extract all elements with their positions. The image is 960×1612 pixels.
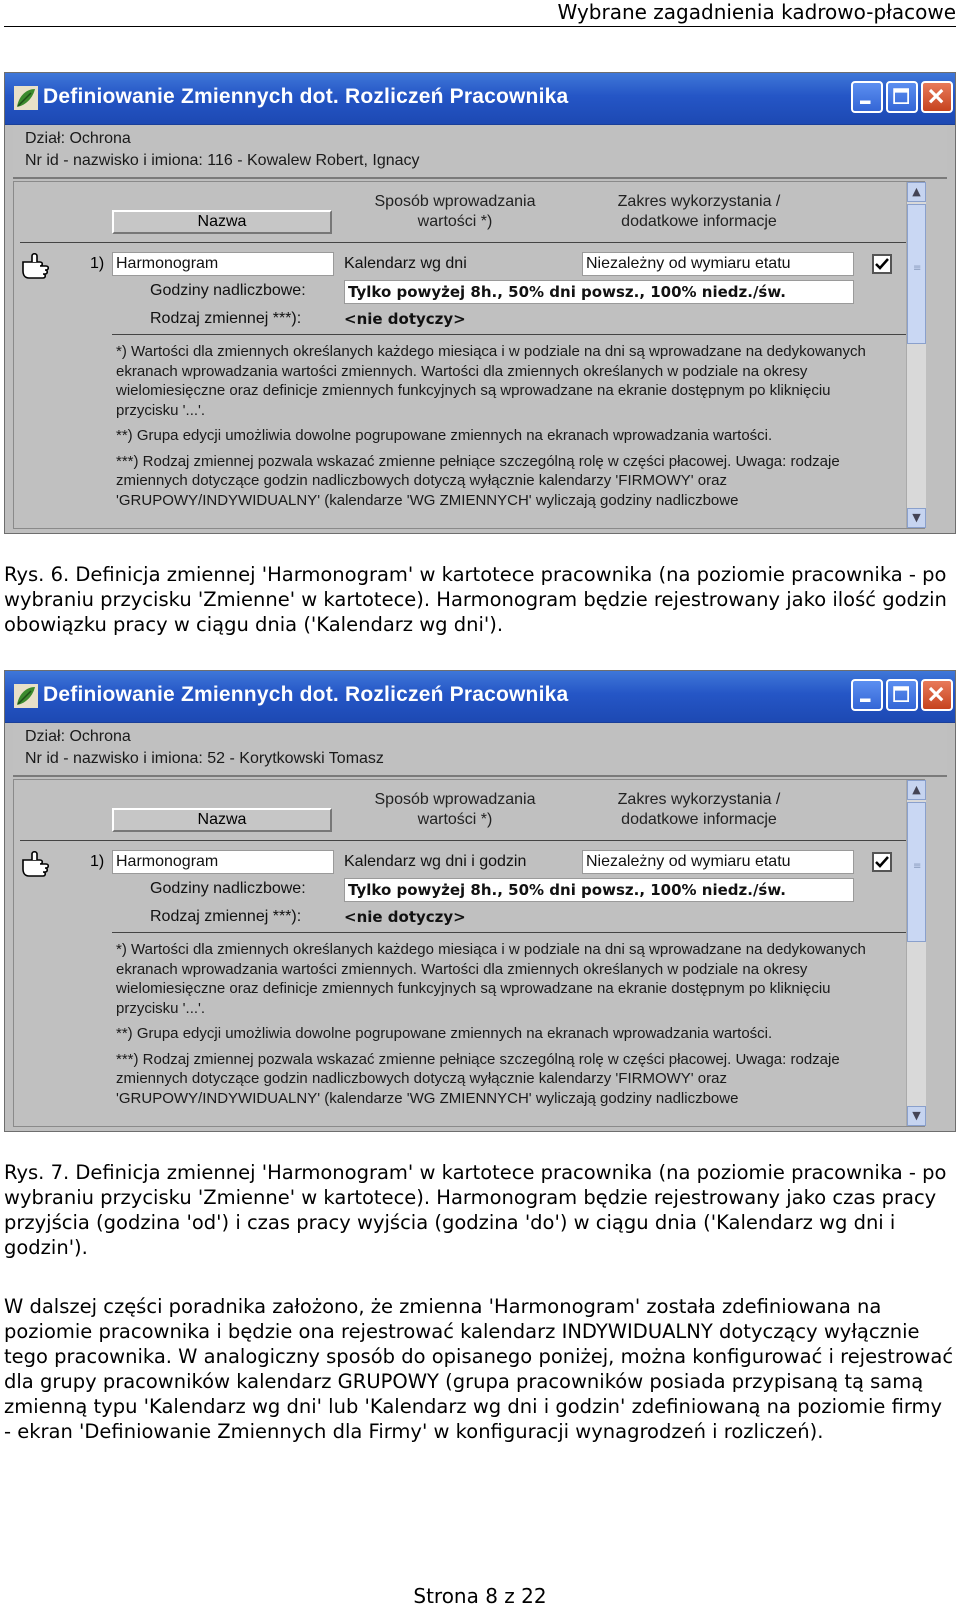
row-number: 1) bbox=[90, 853, 105, 870]
close-button[interactable] bbox=[921, 81, 953, 113]
leaf-app-icon bbox=[13, 85, 39, 111]
scroll-thumb[interactable] bbox=[907, 204, 926, 344]
overtime-label: Godziny nadliczbowe: bbox=[150, 880, 306, 897]
column-header-entry-mode: Sposób wprowadzania wartości *) bbox=[374, 791, 536, 828]
footnote-variable-kind: ***) Rodzaj zmiennej pozwala wskazać zmienne pełniące szczególną rolę w części płacowej. Uwaga: rodzaje zmiennych dotyczące godzin nadliczbowych dotyczą wyłącznie kalendarzy 'FIRMOWY' oraz 'GRUPOWY/INDYWIDUALNY' (kalendarze 'WG ZMIENNYCH' wyliczają godziny nadliczbowe bbox=[116, 1050, 840, 1107]
row-divider bbox=[112, 932, 918, 933]
scroll-down-button[interactable] bbox=[907, 1106, 926, 1126]
footnote-entry-mode: *) Wartości dla zmiennych określanych każdego miesiąca i w podziale na dni są wprowadzane na dedykowanych ekranach wprowadzania wartości zmiennych. Wartości dla zmiennych określanych w podziale na okresy wielomiesięczne oraz definicje zmiennych funkcyjnych są wprowadzane na ekranie dostępnym po kliknięciu przycisku '...'. bbox=[116, 343, 866, 419]
figure-6-caption: Rys. 6. Definicja zmiennej 'Harmonogram' w kartotece pracownika (na poziomie pracownika - po wybraniu przycisku 'Zmienne' w kartotece). Harmonogram będzie rejestrowany jako ilość godzin obowiązku pracy w ciągu dnia ('Kalendarz wg dni'). bbox=[4, 563, 947, 636]
maximize-button[interactable] bbox=[886, 81, 918, 113]
variables-form bbox=[13, 181, 925, 529]
scroll-up-button[interactable] bbox=[907, 182, 926, 202]
maximize-icon bbox=[888, 83, 916, 111]
checkmark-icon bbox=[874, 854, 890, 870]
scope-field[interactable]: Niezależny od wymiaru etatu bbox=[582, 850, 854, 874]
minimize-button[interactable] bbox=[851, 679, 883, 711]
body-paragraph: W dalszej części poradnika założono, że zmienna 'Harmonogram' została zdefiniowana na poziomie pracownika i będzie ona rejestrować kalendarz INDYWIDUALNY dotyczący wyłącznie tego pracownika. W analogiczny sposób do opisanego poniżej, można konfigurować i rejestrować dla grupy pracowników kalendarz GRUPOWY (grupa pracowników posiada przypisaną tą samą zmienną typu 'Kalendarz wg dni' lub 'Kalendarz wg dni i godzin' zdefiniowaną na poziomie firmy - ekran 'Definiowanie Zmiennych dla Firmy' w konfiguracji wynagrodzeń i rozliczeń). bbox=[4, 1295, 954, 1443]
maximize-icon bbox=[888, 681, 916, 709]
employee-info-panel bbox=[13, 723, 947, 777]
employee-info-panel bbox=[13, 125, 947, 179]
column-header-scope: Zakres wykorzystania / dodatkowe informacje bbox=[617, 791, 781, 828]
active-checkbox[interactable] bbox=[872, 254, 892, 274]
grip-icon: ≡ bbox=[913, 263, 922, 274]
title-bar[interactable] bbox=[5, 671, 955, 723]
header-divider bbox=[20, 840, 920, 841]
close-button[interactable] bbox=[921, 679, 953, 711]
variable-kind-value[interactable]: <nie dotyczy> bbox=[344, 908, 466, 926]
variable-kind-label: Rodzaj zmiennej ***): bbox=[150, 310, 302, 327]
minimize-icon bbox=[853, 681, 881, 709]
scroll-thumb[interactable] bbox=[907, 802, 926, 942]
close-icon bbox=[923, 681, 951, 709]
variable-name-field[interactable]: Harmonogram bbox=[112, 850, 334, 874]
header-divider bbox=[20, 242, 920, 243]
footnote-entry-mode: *) Wartości dla zmiennych określanych każdego miesiąca i w podziale na dni są wprowadzane na dedykowanych ekranach wprowadzania wartości zmiennych. Wartości dla zmiennych określanych w podziale na okresy wielomiesięczne oraz definicje zmiennych funkcyjnych są wprowadzane na ekranie dostępnym po kliknięciu przycisku '...'. bbox=[116, 941, 866, 1017]
scope-field[interactable]: Niezależny od wymiaru etatu bbox=[582, 252, 854, 276]
overtime-select[interactable]: Tylko powyżej 8h., 50% dni powsz., 100% niedz./św. bbox=[344, 280, 854, 304]
window-title: Definiowanie Zmiennych dot. Rozliczeń Pracownika bbox=[43, 85, 569, 108]
scroll-down-button[interactable] bbox=[907, 508, 926, 528]
variable-kind-label: Rodzaj zmiennej ***): bbox=[150, 908, 302, 925]
maximize-button[interactable] bbox=[886, 679, 918, 711]
running-header: Wybrane zagadnienia kadrowo-płacowe bbox=[557, 0, 956, 24]
minimize-icon bbox=[853, 83, 881, 111]
overtime-select[interactable]: Tylko powyżej 8h., 50% dni powsz., 100% niedz./św. bbox=[344, 878, 854, 902]
chevron-up-icon: ▲ bbox=[912, 783, 921, 796]
footnote-variable-kind: ***) Rodzaj zmiennej pozwala wskazać zmienne pełniące szczególną rolę w części płacowej. Uwaga: rodzaje zmiennych dotyczące godzin nadliczbowych dotyczą wyłącznie kalendarzy 'FIRMOWY' oraz 'GRUPOWY/INDYWIDUALNY' (kalendarze 'WG ZMIENNYCH' wyliczają godziny nadliczbowe bbox=[116, 452, 840, 509]
chevron-up-icon: ▲ bbox=[912, 185, 921, 198]
checkmark-icon bbox=[874, 256, 890, 272]
footnote-edit-group: **) Grupa edycji umożliwia dowolne pogrupowane zmiennych na ekranach wprowadzania wartości. bbox=[116, 427, 773, 444]
active-checkbox[interactable] bbox=[872, 852, 892, 872]
window-title: Definiowanie Zmiennych dot. Rozliczeń Pracownika bbox=[43, 683, 569, 706]
chevron-down-icon: ▼ bbox=[912, 511, 921, 524]
dialog-window-1 bbox=[4, 72, 956, 534]
employee-line: Nr id - nazwisko i imiona: 116 - Kowalew Robert, Ignacy bbox=[25, 152, 420, 169]
entry-mode-value[interactable]: Kalendarz wg dni bbox=[344, 255, 467, 272]
column-header-name[interactable]: Nazwa bbox=[112, 210, 332, 234]
column-header-name[interactable]: Nazwa bbox=[112, 808, 332, 832]
header-rule bbox=[4, 26, 956, 27]
employee-line: Nr id - nazwisko i imiona: 52 - Korytkowski Tomasz bbox=[25, 750, 384, 767]
vertical-scrollbar[interactable] bbox=[906, 780, 926, 1126]
overtime-label: Godziny nadliczbowe: bbox=[150, 282, 306, 299]
close-icon bbox=[923, 83, 951, 111]
pointing-hand-icon bbox=[20, 248, 56, 284]
variable-kind-value[interactable]: <nie dotyczy> bbox=[344, 310, 466, 328]
figure-7-caption: Rys. 7. Definicja zmiennej 'Harmonogram' w kartotece pracownika (na poziomie pracownika - po wybraniu przycisku 'Zmienne' w kartotece). Harmonogram będzie rejestrowany jako czas pracy przyjścia (godzina 'od') i czas pracy wyjścia (godzina 'do') w ciągu dnia ('Kalendarz wg dni i godzin'). bbox=[4, 1161, 947, 1259]
pointing-hand-icon bbox=[20, 846, 56, 882]
variables-form bbox=[13, 779, 925, 1127]
footnotes bbox=[116, 940, 876, 1114]
department-line: Dział: Ochrona bbox=[25, 728, 131, 745]
footnote-edit-group: **) Grupa edycji umożliwia dowolne pogrupowane zmiennych na ekranach wprowadzania wartości. bbox=[116, 1025, 773, 1042]
row-number: 1) bbox=[90, 255, 105, 272]
column-header-scope: Zakres wykorzystania / dodatkowe informacje bbox=[617, 193, 781, 230]
grip-icon: ≡ bbox=[913, 861, 922, 872]
footnotes bbox=[116, 342, 876, 516]
row-divider bbox=[112, 334, 918, 335]
page-footer: Strona 8 z 22 bbox=[413, 1584, 547, 1608]
entry-mode-value[interactable]: Kalendarz wg dni i godzin bbox=[344, 853, 527, 870]
minimize-button[interactable] bbox=[851, 81, 883, 113]
dialog-window-2 bbox=[4, 670, 956, 1132]
variable-name-field[interactable]: Harmonogram bbox=[112, 252, 334, 276]
title-bar[interactable] bbox=[5, 73, 955, 125]
chevron-down-icon: ▼ bbox=[912, 1109, 921, 1122]
department-line: Dział: Ochrona bbox=[25, 130, 131, 147]
column-header-entry-mode: Sposób wprowadzania wartości *) bbox=[374, 193, 536, 230]
scroll-up-button[interactable] bbox=[907, 780, 926, 800]
vertical-scrollbar[interactable] bbox=[906, 182, 926, 528]
leaf-app-icon bbox=[13, 683, 39, 709]
